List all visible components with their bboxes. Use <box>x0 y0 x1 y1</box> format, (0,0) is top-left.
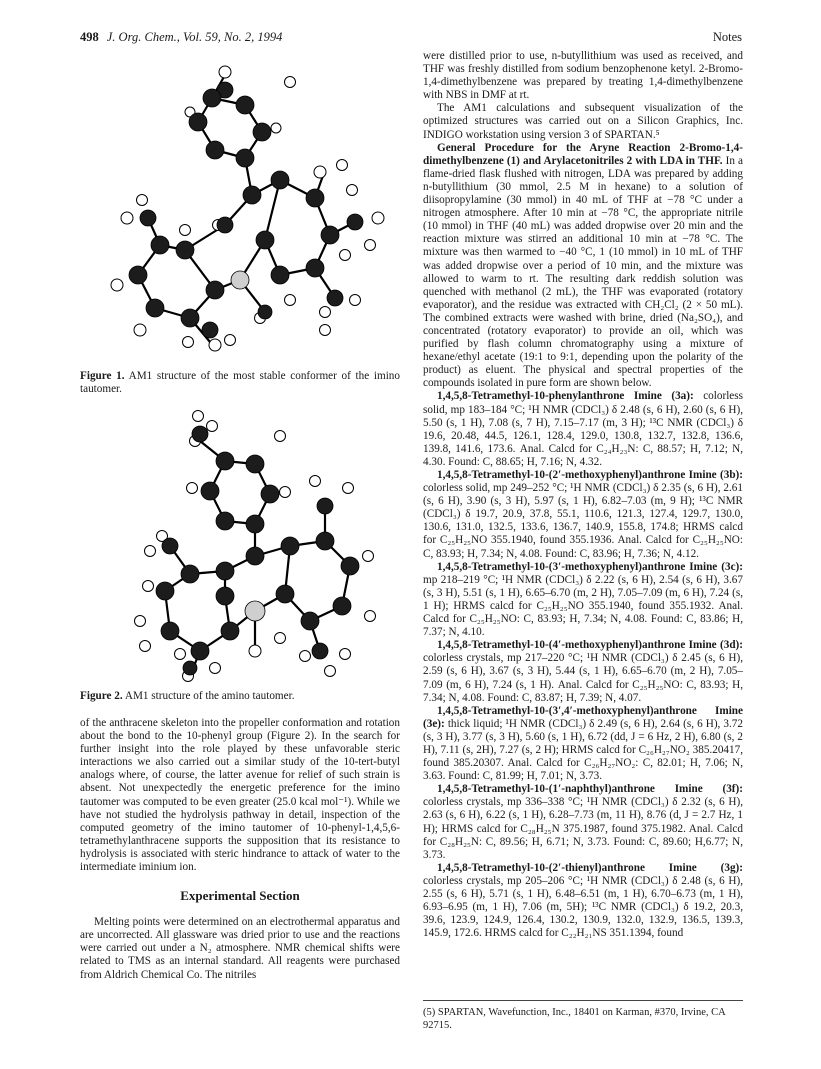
general-procedure-title: General Procedure for the Aryne Reaction 2-Bromo-1,4-dimethylbenzene (1) and Arylacetonitriles 2 with LDA in THF. <box>423 141 743 167</box>
figure-1-label: Figure 1. <box>80 370 125 382</box>
figure-2-caption-text: AM1 structure of the amino tautomer. <box>122 690 295 702</box>
page-number: 498 <box>80 30 99 44</box>
left-column <box>80 50 400 982</box>
compound-3c-entry <box>423 561 743 640</box>
compound-3f-data: colorless crystals, mp 336–338 °C; ¹H NMR (CDCl₃) δ 2.32 (s, 6 H), 2.63 (s, 6 H), 6.22 (s, 1 H), 6.28–7.73 (m, 11 H), 8.76 (d, J = 2.7 Hz, 1 H); HRMS calcd for C₂₈H₂₅N 375.1987, found 375.1982. Anal. Calcd for C₂₈H₂₅N: C, 89.56; H, 6.71; N, 3.73. Found: C, 89.60; H,6.77; N, 3.73. <box>423 796 743 861</box>
compound-3d-title: 1,4,5,8-Tetramethyl-10-(4′-methoxyphenyl)anthrone Imine (3d): <box>437 639 743 652</box>
figure-1-carbons <box>129 82 363 338</box>
figure-2-carbons <box>156 426 359 675</box>
body-paragraph-right-1: were distilled prior to use, n-butyllithium was used as received, and THF was freshly distilled from sodium benzophenone ketyl. 2-Bromo-1,4-dimethylbenzene was prepared by treating 1,4-dimethylbenzene with NBS in DMF at rt. <box>423 50 743 102</box>
compound-3d-entry <box>423 639 743 704</box>
figure-2-nitrogen-atom <box>245 601 265 621</box>
figure-1-molecule <box>80 50 400 362</box>
general-procedure <box>423 142 743 391</box>
compound-3a-entry <box>423 390 743 469</box>
compound-3e-title: 1,4,5,8-Tetramethyl-10-(3′,4′-methoxyphenyl)anthrone Imine (3e): <box>423 704 743 730</box>
footnote: (5) SPARTAN, Wavefunction, Inc., 18401 on Karman, #370, Irvine, CA 92715. <box>423 1000 743 1032</box>
compound-3a-title: 1,4,5,8-Tetramethyl-10-phenylanthrone Imine (3a): <box>437 390 694 403</box>
compound-3f-title: 1,4,5,8-Tetramethyl-10-(1′-naphthyl)anthrone Imine (3f): <box>437 783 743 796</box>
figure-2-caption <box>80 690 400 703</box>
body-paragraph-right-2: The AM1 calculations and subsequent visualization of the optimized structures was carried out on a Silicon Graphics, Inc. INDIGO workstation using version 3 of SPARTAN.⁵ <box>423 102 743 141</box>
body-paragraph-left-2: Melting points were determined on an electrothermal apparatus and are uncorrected. All glassware was dried prior to use and the reactions were carried out under a N₂ atmosphere. NMR chemical shifts were related to TMS as an internal standard. All reagents were purchased from Aldrich Chemical Co. The nitriles <box>80 916 400 981</box>
compound-3c-data: mp 218–219 °C; ¹H NMR (CDCl₃) δ 2.22 (s, 6 H), 2.54 (s, 6 H), 3.67 (s, 3 H), 5.51 (s, 1 H), 6.65–6.70 (m, 2 H), 7.05–7.09 (m, 6 H), 7.24 (s, 1 H); HRMS calcd for C₂₅H₂₅NO 355.1940, found 355.1932. Anal. Calcd for C₂₅H₂₅NO: C, 83.93; H, 7.34; N, 4.08. Found: C, 83.86; H, 7.37; N, 4.10. <box>423 573 743 639</box>
compound-3c-title: 1,4,5,8-Tetramethyl-10-(3′-methoxyphenyl)anthrone Imine (3c): <box>437 560 743 573</box>
figure-2-molecule <box>80 406 400 686</box>
section-name: Notes <box>712 30 742 44</box>
general-procedure-body: In a flame-dried flask flushed with nitrogen, LDA was prepared by adding n-butyllithium (30 mmol, 2.5 M in hexane) to a solution of diisopropylamine (30 mmol) in 40 mL of THF at −78 °C under a nitrogen atmosphere. After 10 min at −78 °C, the appropriate nitrile (10 mmol) in THF (40 mL) was added dropwise over 20 min and the reaction mixture was stirred an additional 10 min at −78 °C. The mixture was then warmed to −40 °C, 1 (10 mmol) in 10 mL of THF was added dropwise over a period of 10 min, and the mixture was allowed to warm to rt. The resulting dark reddish solution was quenched with methanol (2 mL), the THF was evaporated (rotatory evaporator), and the residue was extracted with CH₂Cl₂ (2 × 50 mL). The combined extracts were washed with brine, dried (Na₂SO₄), and concentrated (rotatory evaporator) to provide an oil, which was purified by flash column chromatography using a mixture of hexane/ethyl acetate (19:1 to 9:1, depending upon the polarity of the product) as eluent. The physical and spectral properties of the compounds isolated in pure form are shown below. <box>423 154 743 390</box>
header-left <box>80 30 282 45</box>
compound-3a-data: colorless solid, mp 183–184 °C; ¹H NMR (CDCl₃) δ 2.48 (s, 6 H), 2.60 (s, 6 H), 5.50 (s, 1 H), 7.08 (s, 7 H), 7.15–7.17 (m, 3 H); ¹³C NMR (CDCl₃) δ 19.6, 20.48, 44.5, 126.1, 128.4, 129.0, 130.8, 132.7, 132.8, 136.6, 139.8, 141.6, 173.6. Anal. Calcd for C₂₄H₂₃N: C, 88.57; H, 7.12; N, 4.30. Found: C, 88.65; H, 7.16; N, 4.32. <box>423 390 743 468</box>
figure-1-caption <box>80 370 400 396</box>
figure-1-bonds <box>138 75 355 342</box>
compound-3g-data: colorless crystals, mp 205–206 °C; ¹H NMR (CDCl₃) δ 2.48 (s, 6 H), 2.55 (s, 6 H), 5.71 (s, 1 H), 6.48–6.51 (m, 1 H), 6.70–6.73 (m, 1 H), 6.93–6.95 (m, 1 H), 7.06 (m, 5H); ¹³C NMR (CDCl₃) δ 19.2, 20.3, 39.6, 123.9, 124.9, 126.4, 130.2, 130.9, 132.0, 132.9, 136.5, 139.3, 145.9, 172.6. HRMS calcd for C₂₂H₂₁NS 351.1394, found <box>423 874 743 940</box>
compound-3b-entry <box>423 469 743 561</box>
compound-3e-entry <box>423 705 743 784</box>
experimental-section-heading: Experimental Section <box>180 888 300 904</box>
compound-3f-entry <box>423 783 743 862</box>
compound-3e-data: thick liquid; ¹H NMR (CDCl₃) δ 2.49 (s, 6 H), 2.64 (s, 6 H), 3.72 (s, 3 H), 3.77 (s, 3 H), 5.60 (s, 1 H), 6.72 (dd, J = 6 Hz, 2 H), 6.80 (s, 2 H), 7.11 (s, 2H), 7.27 (s, 2 H); HRMS calcd for C₂₆H₂₇NO₂ 385.20417, found 385.20307. Anal. Calcd for C₂₆H₂₇NO₂: C, 82.01; H, 7.06; N, 3.63. Found: C, 81.99; H, 7.01; N, 3.73. <box>423 717 743 783</box>
compound-3g-title: 1,4,5,8-Tetramethyl-10-(2′-thienyl)anthrone Imine (3g): <box>437 861 743 874</box>
figure-1-caption-text: AM1 structure of the most stable conformer of the imino tautomer. <box>80 370 400 395</box>
running-header <box>80 30 742 48</box>
compound-3d-data: colorless crystals, mp 217–220 °C; ¹H NMR (CDCl₃) δ 2.45 (s, 6 H), 2.59 (s, 6 H), 3.67 (s, 3 H), 5.44 (s, 1 H), 6.65–6.70 (m, 2 H), 7.05–7.09 (m, 6 H), 7.24 (s, 1 H). Anal. Calcd for C₂₅H₂₅NO: C, 83.93; H, 7.34; N, 4.08. Found: C, 83.87; H, 7.39; N, 4.07. <box>423 652 743 704</box>
compound-3g-entry <box>423 862 743 941</box>
body-paragraph-left-1: of the anthracene skeleton into the propeller conformation and rotation about the bond to the 10-phenyl group (Figure 2). In the search for further insight into the role played by these unfavorable steric interactions we also carried out a similar study of the 10-tert-butyl analogs where, of course, the latter avenue for relief of such strain is absent. Not unexpectedly the energetic preference for the imino tautomer was computed to be even greater (25.0 kcal mol⁻¹). While we have not studied the hydrolysis pathway in detail, inspection of the computed geometry of the imino tautomer of 10-phenyl-1,4,5,6-tetramethylanthracene supports the supposition that its resistance to hydrolysis is associated with steric hindrance to attack of water to the intermediate iminium ion. <box>80 717 400 874</box>
journal-citation: J. Org. Chem., Vol. 59, No. 2, 1994 <box>106 30 283 44</box>
figure-1-nitrogen-atom <box>231 271 249 289</box>
compound-3b-title: 1,4,5,8-Tetramethyl-10-(2′-methoxyphenyl)anthrone Imine (3b): <box>437 469 743 481</box>
compound-3b-data: colorless solid, mp 249–252 °C; ¹H NMR (CDCl₃) δ 2.35 (s, 6 H), 2.61 (s, 6 H), 3.90 (s, 3 H), 5.97 (s, 1 H), 6.82–7.03 (m, 9 H); ¹³C NMR (CDCl₃) δ 19.7, 20.9, 37.8, 55.1, 110.6, 121.3, 127.4, 129.7, 130.0, 130.6, 131.0, 132.5, 133.6, 136.7, 140.9, 155.8, 174.8; HRMS calcd for C₂₅H₂₅NO 355.1940, found 355.1936. Anal. Calcd for C₂₅H₂₅NO: C, 83.93; H, 7.34; N, 4.08. Found: C, 83.96; H, 7.36; N, 4.12. <box>423 482 743 560</box>
figure-2-label: Figure 2. <box>80 690 123 702</box>
right-column <box>423 50 743 940</box>
